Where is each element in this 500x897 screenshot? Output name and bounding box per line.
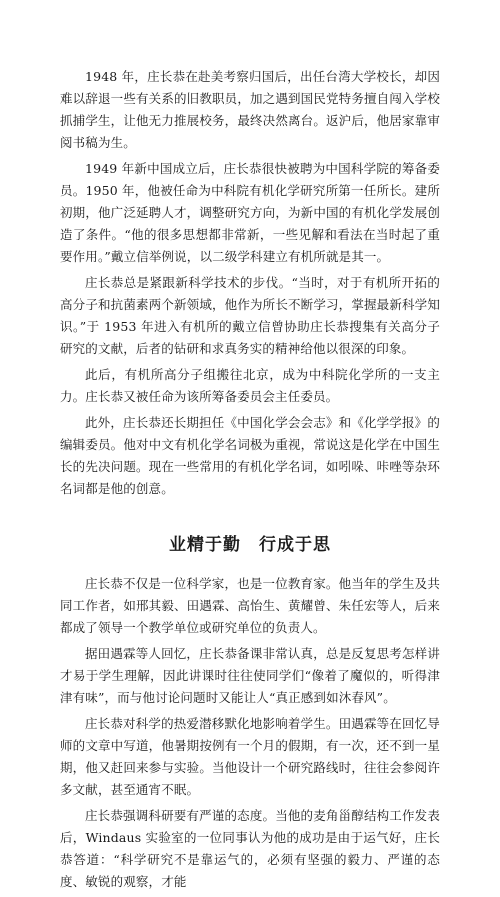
body-paragraph: 此外，庄长恭还长期担任《中国化学会会志》和《化学学报》的编辑委员。他对中文有机化学名词极为重视，常说这是化学在中国生长的先决问题。现在一些常用的有机化学名词，如吲哚、咔唑等杂环名词都是他的创意。: [60, 415, 440, 496]
body-paragraph: 庄长恭强调科研要有严谨的态度。当他的麦角甾醇结构工作发表后，Windaus 实验室的一位同事认为他的成功是由于运气好，庄长恭答道：“科学研究不是靠运气的，必须有坚强的毅力、严谨的态度、敏锐的观察，才能: [60, 808, 440, 889]
body-paragraph: 庄长恭对科学的热爱潜移默化地影响着学生。田遇霖等在回忆导师的文章中写道，他暑期按例有一个月的假期，有一次，还不到一星期，他又赶回来参与实验。当他设计一个研究路线时，往往会参阅许多文献，甚至通宵不眠。: [60, 716, 440, 797]
body-paragraph: 此后，有机所高分子组搬往北京，成为中科院化学所的一支主力。庄长恭又被任命为该所筹备委员会主任委员。: [60, 367, 440, 404]
body-paragraph: 1948 年，庄长恭在赴美考察归国后，出任台湾大学校长，却因难以辞退一些有关系的旧教职员，加之遇到国民党特务擅自闯入学校抓捕学生，让他无力推展校务，最终决然离台。返沪后，他居家靠审阅书稿为生。: [60, 69, 440, 150]
body-paragraph: 据田遇霖等人回忆，庄长恭备课非常认真，总是反复思考怎样讲才易于学生理解，因此讲课时往往使同学们“像着了魔似的，听得津津有味”，而与他讨论问题时又能让人“真正感到如沐春风”。: [60, 646, 440, 705]
section-heading: 业精于勤 行成于思: [169, 535, 331, 555]
body-paragraph: 庄长恭不仅是一位科学家，也是一位教育家。他当年的学生及共同工作者，如邢其毅、田遇霖、高怡生、黄耀曾、朱任宏等人，后来都成了领导一个教学单位或研究单位的负责人。: [60, 576, 440, 635]
body-paragraph: 庄长恭总是紧跟新科学技术的步伐。“当时，对于有机所开拓的高分子和抗菌素两个新领域，他作为所长不断学习，掌握最新科学知识。”于 1953 年进入有机所的戴立信曾协助庄长恭搜集有关高分子研究的文献，后者的钻研和求真务实的精神给他以很深的印象。: [60, 275, 440, 356]
body-paragraph: 1949 年新中国成立后，庄长恭很快被聘为中国科学院的筹备委员。1950 年，他被任命为中科院有机化学研究所第一任所长。建所初期，他广泛延聘人才，调整研究方向，为新中国的有机化学发展创造了条件。“他的很多思想都非常新，一些见解和看法在当时起了重要作用。”戴立信举例说，以二级学科建立有机所就是其一。: [60, 161, 440, 264]
document-page: [60, 66, 440, 897]
